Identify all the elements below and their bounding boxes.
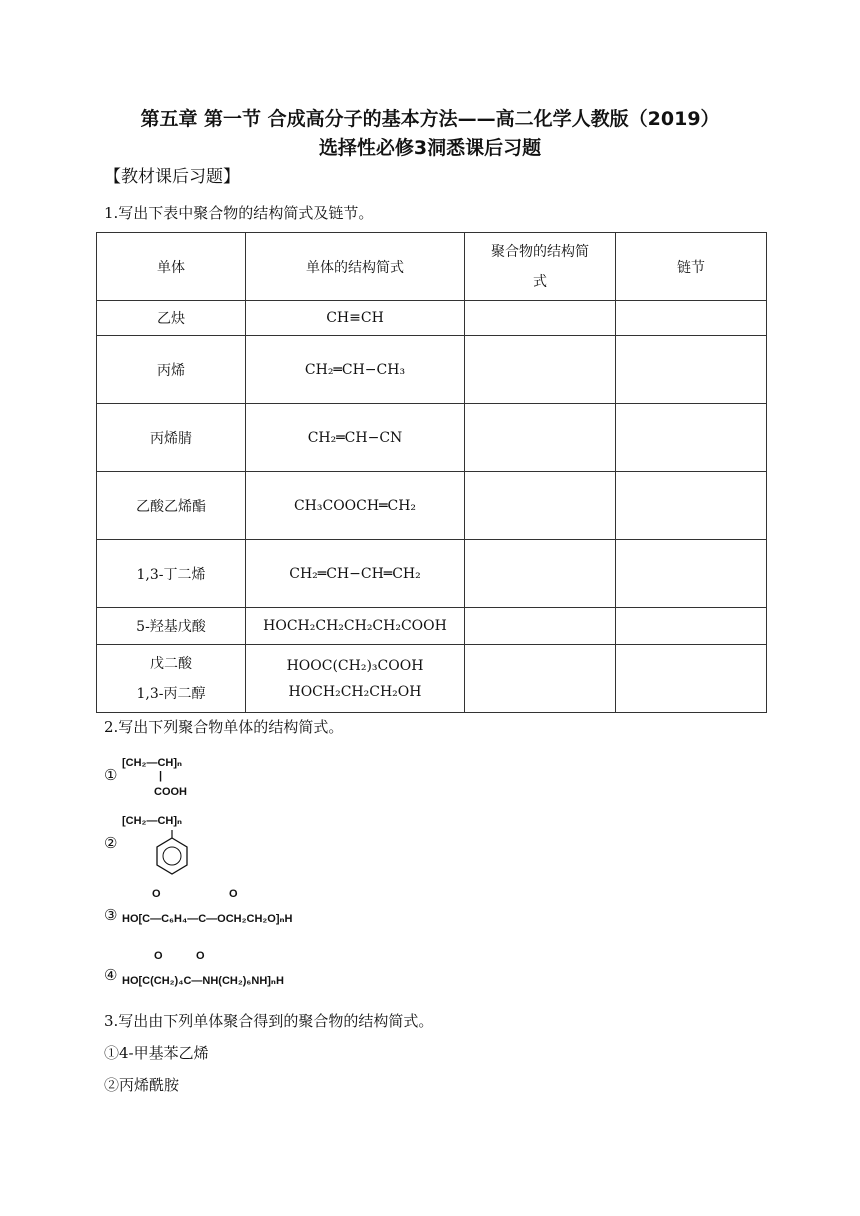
item-number: ④ [104,966,118,984]
header-polymer-formula-line1: 聚合物的结构简 [491,243,589,260]
table-row [97,404,767,472]
monomer-formula: HOCH₂CH₂CH₂CH₂COOH [246,608,465,645]
header-polymer-formula [465,233,616,301]
item-number: ① [104,766,118,784]
header-monomer: 单体 [97,233,246,301]
polymer-4-chain: HO[C(CH₂)₄C—NH(CH₂)₆NH]ₙH [122,975,284,987]
monomer-formula-line2: HOCH₂CH₂CH₂OH [288,683,422,700]
question-1: 1.写出下表中聚合物的结构简式及链节。 [104,204,374,222]
polymer-cell[interactable] [465,472,616,540]
monomer-formula: CH≡CH [246,301,465,336]
monomer-formula: CH₃COOCH═CH₂ [246,472,465,540]
monomer-formula: CH₂═CH−CN [246,404,465,472]
chain-unit-cell[interactable] [616,608,767,645]
item-number: ② [104,834,118,852]
table-row [97,645,767,713]
polymer-cell[interactable] [465,608,616,645]
monomer-formula: CH₂═CH−CH═CH₂ [246,540,465,608]
bond-line: | [159,770,163,782]
item-number: ③ [104,906,118,924]
monomer-name: 5-羟基戊酸 [97,608,246,645]
carbonyl-oxygen: O [152,888,161,900]
polymer-1-chain: [CH₂—CH]ₙ [122,757,183,769]
monomer-name: 丙烯腈 [97,404,246,472]
polymer-cell[interactable] [465,645,616,713]
monomer-name-line1: 戊二酸 [150,655,192,672]
title-line-1: 第五章 第一节 合成高分子的基本方法——高二化学人教版（2019） [140,108,720,130]
table-row [97,608,767,645]
polymer-1-sidegroup: COOH [154,786,187,798]
monomer-name [97,645,246,713]
monomer-formula-line1: HOOC(CH₂)₃COOH [286,657,424,674]
section-label: 【教材课后习题】 [104,167,240,187]
header-polymer-formula-line2: 式 [533,273,547,290]
question-3: 3.写出由下列单体聚合得到的聚合物的结构简式。 [104,1012,434,1030]
table-row [97,301,767,336]
table-row [97,472,767,540]
question-3-item-2: ②丙烯酰胺 [104,1076,180,1094]
chain-unit-cell[interactable] [616,404,767,472]
monomer-name-line2: 1,3-丙二醇 [136,685,206,702]
monomer-formula [246,645,465,713]
polymer-2-chain: [CH₂—CH]ₙ [122,815,183,827]
title-line-2: 选择性必修3洞悉课后习题 [318,137,542,159]
monomer-name: 1,3-丁二烯 [97,540,246,608]
monomer-table [96,232,767,713]
chain-unit-cell[interactable] [616,645,767,713]
chain-unit-cell[interactable] [616,336,767,404]
monomer-name: 乙酸乙烯酯 [97,472,246,540]
chain-unit-cell[interactable] [616,301,767,336]
table-header-row [97,233,767,301]
chain-unit-cell[interactable] [616,472,767,540]
carbonyl-oxygen: O [229,888,238,900]
polymer-cell[interactable] [465,540,616,608]
header-monomer-formula: 单体的结构简式 [246,233,465,301]
polymer-cell[interactable] [465,404,616,472]
question-2: 2.写出下列聚合物单体的结构简式。 [104,718,344,736]
polymer-cell[interactable] [465,301,616,336]
header-chain-unit: 链节 [616,233,767,301]
polymer-cell[interactable] [465,336,616,404]
benzene-ring-icon [150,830,190,878]
table-row [97,540,767,608]
carbonyl-oxygen: O [196,950,205,962]
carbonyl-oxygen: O [154,950,163,962]
question-3-item-1: ①4-甲基苯乙烯 [104,1044,209,1062]
chain-unit-cell[interactable] [616,540,767,608]
monomer-name: 乙炔 [97,301,246,336]
monomer-name: 丙烯 [97,336,246,404]
monomer-formula: CH₂═CH−CH₃ [246,336,465,404]
table-row [97,336,767,404]
polymer-3-chain: HO[C—C₆H₄—C—OCH₂CH₂O]ₙH [122,913,293,925]
